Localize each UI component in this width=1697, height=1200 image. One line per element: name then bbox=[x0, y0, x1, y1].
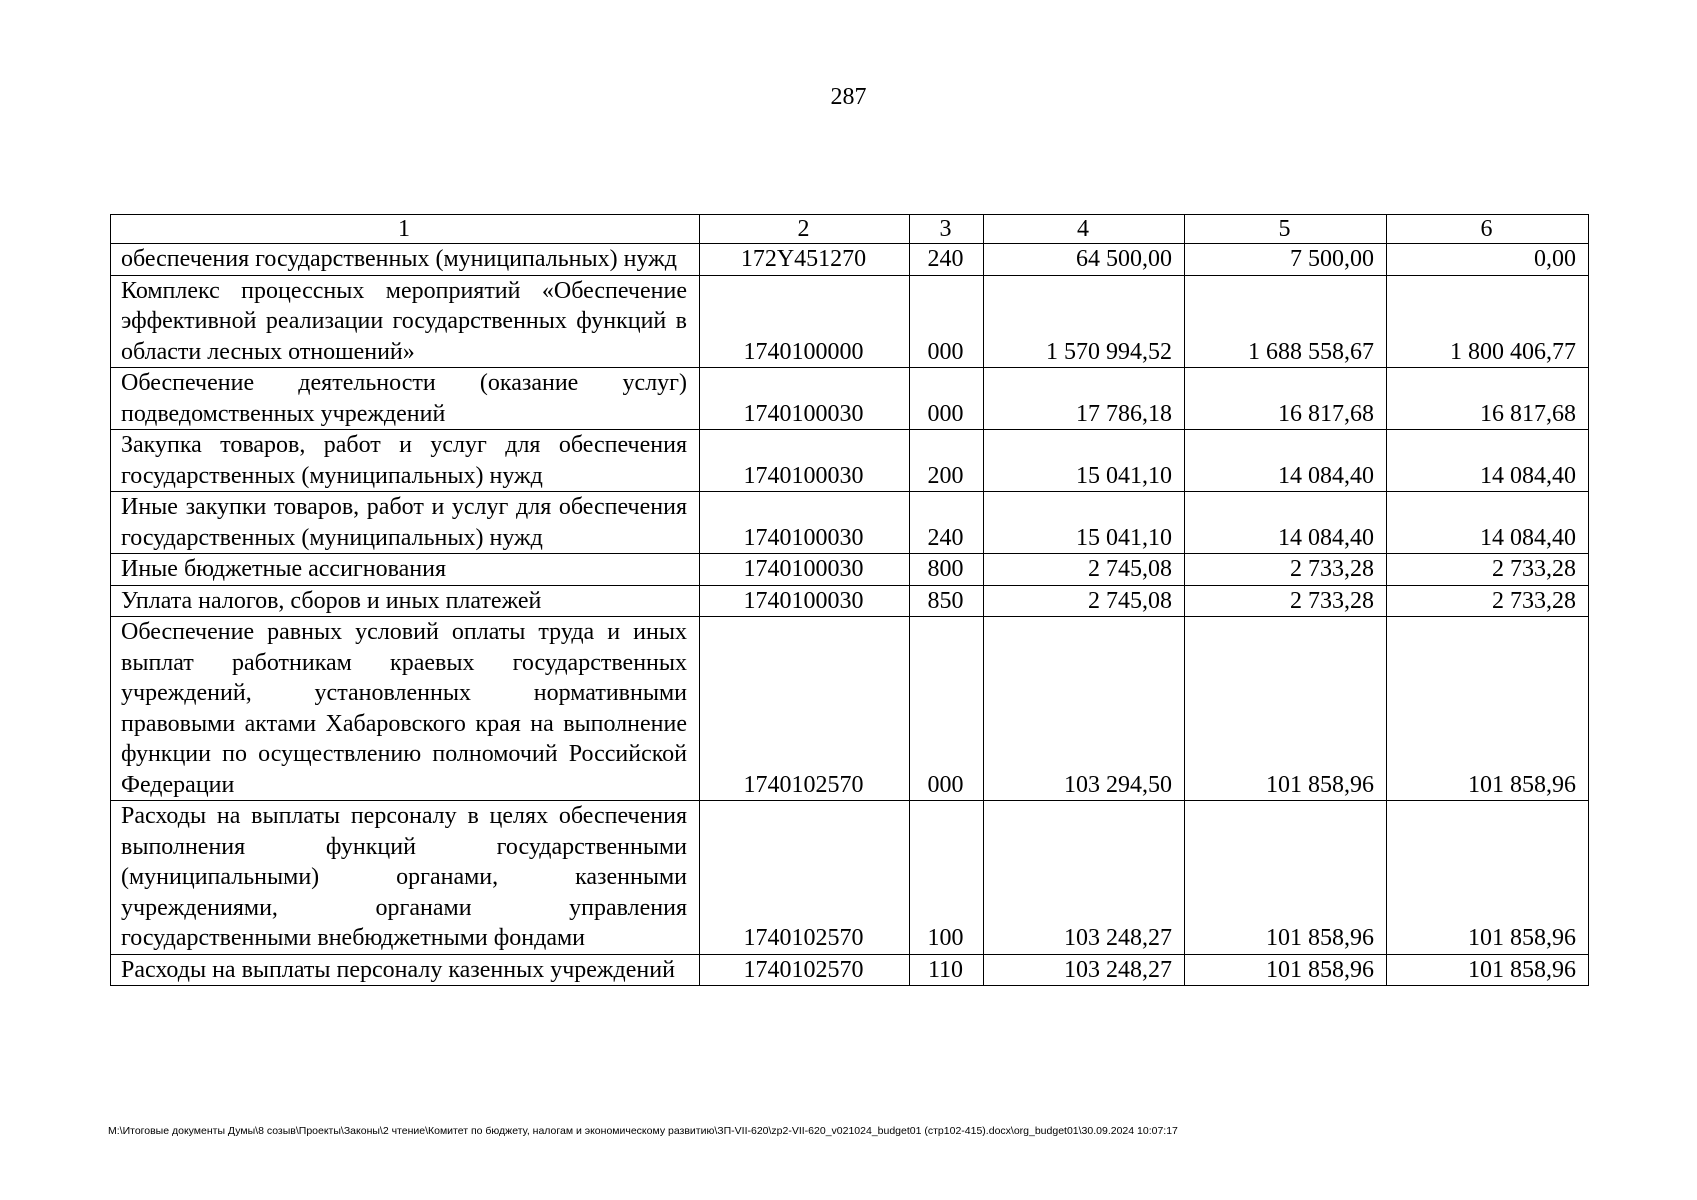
table-row bbox=[111, 954, 1589, 986]
row-type-cell: 100 bbox=[910, 801, 984, 955]
column-header-5: 5 bbox=[1185, 215, 1387, 244]
row-value-4-cell: 17 786,18 bbox=[984, 368, 1185, 430]
table-row bbox=[111, 492, 1589, 554]
row-code-cell: 172Y451270 bbox=[700, 244, 910, 276]
row-name-cell: Комплекс процессных мероприятий «Обеспечение эффективной реализации государственных функций в области лесных отношений» bbox=[111, 275, 700, 368]
row-value-6-cell: 101 858,96 bbox=[1387, 801, 1589, 955]
row-code-cell: 1740100030 bbox=[700, 430, 910, 492]
table-row bbox=[111, 368, 1589, 430]
row-value-6-cell: 14 084,40 bbox=[1387, 430, 1589, 492]
row-code-cell: 1740102570 bbox=[700, 617, 910, 801]
row-value-5-cell: 7 500,00 bbox=[1185, 244, 1387, 276]
row-value-6-cell: 101 858,96 bbox=[1387, 617, 1589, 801]
row-type-cell: 200 bbox=[910, 430, 984, 492]
row-type-cell: 000 bbox=[910, 368, 984, 430]
row-code-cell: 1740100030 bbox=[700, 585, 910, 617]
table-row bbox=[111, 554, 1589, 586]
row-value-5-cell: 2 733,28 bbox=[1185, 585, 1387, 617]
row-code-cell: 1740100030 bbox=[700, 492, 910, 554]
column-header-4: 4 bbox=[984, 215, 1185, 244]
row-value-4-cell: 15 041,10 bbox=[984, 492, 1185, 554]
row-value-6-cell: 2 733,28 bbox=[1387, 554, 1589, 586]
row-value-4-cell: 15 041,10 bbox=[984, 430, 1185, 492]
table-row bbox=[111, 244, 1589, 276]
table-header-row bbox=[111, 215, 1589, 244]
page-number: 287 bbox=[830, 84, 867, 110]
row-code-cell: 1740100030 bbox=[700, 554, 910, 586]
row-value-5-cell: 1 688 558,67 bbox=[1185, 275, 1387, 368]
document-file-path: M:\Итоговые документы Думы\8 созыв\Проекты\Законы\2 чтение\Комитет по бюджету, налогам и экономическому развитию\ЗП-VII-620\zp2-VII-620_v021024_budget01 (стр102-415).docx\org_budget01\30.09.2024 10:07:17 bbox=[108, 1125, 1178, 1137]
row-value-4-cell: 64 500,00 bbox=[984, 244, 1185, 276]
row-value-5-cell: 16 817,68 bbox=[1185, 368, 1387, 430]
row-value-5-cell: 2 733,28 bbox=[1185, 554, 1387, 586]
row-value-4-cell: 103 248,27 bbox=[984, 954, 1185, 986]
row-code-cell: 1740102570 bbox=[700, 801, 910, 955]
table-row bbox=[111, 430, 1589, 492]
row-value-5-cell: 101 858,96 bbox=[1185, 801, 1387, 955]
row-value-6-cell: 1 800 406,77 bbox=[1387, 275, 1589, 368]
row-name-cell: Уплата налогов, сборов и иных платежей bbox=[111, 585, 700, 617]
row-code-cell: 1740100000 bbox=[700, 275, 910, 368]
row-value-4-cell: 103 294,50 bbox=[984, 617, 1185, 801]
row-type-cell: 240 bbox=[910, 244, 984, 276]
row-name-cell: Иные бюджетные ассигнования bbox=[111, 554, 700, 586]
row-code-cell: 1740102570 bbox=[700, 954, 910, 986]
row-type-cell: 110 bbox=[910, 954, 984, 986]
column-header-1: 1 bbox=[111, 215, 700, 244]
row-type-cell: 000 bbox=[910, 275, 984, 368]
row-name-cell: Иные закупки товаров, работ и услуг для обеспечения государственных (муниципальных) нужд bbox=[111, 492, 700, 554]
row-value-6-cell: 14 084,40 bbox=[1387, 492, 1589, 554]
row-name-cell: Обеспечение деятельности (оказание услуг) подведомственных учреждений bbox=[111, 368, 700, 430]
row-value-4-cell: 103 248,27 bbox=[984, 801, 1185, 955]
row-value-6-cell: 16 817,68 bbox=[1387, 368, 1589, 430]
row-value-5-cell: 101 858,96 bbox=[1185, 954, 1387, 986]
row-type-cell: 000 bbox=[910, 617, 984, 801]
row-value-5-cell: 14 084,40 bbox=[1185, 430, 1387, 492]
column-header-2: 2 bbox=[700, 215, 910, 244]
table-row bbox=[111, 617, 1589, 801]
budget-table bbox=[110, 214, 1589, 986]
column-header-6: 6 bbox=[1387, 215, 1589, 244]
row-type-cell: 800 bbox=[910, 554, 984, 586]
row-value-5-cell: 101 858,96 bbox=[1185, 617, 1387, 801]
table-row bbox=[111, 275, 1589, 368]
row-value-4-cell: 2 745,08 bbox=[984, 554, 1185, 586]
row-name-cell: Расходы на выплаты персоналу в целях обеспечения выполнения функций государственными (муниципальными) органами, казенными учреждениями, органами управления государственными внебюджетными фондами bbox=[111, 801, 700, 955]
row-name-cell: Обеспечение равных условий оплаты труда и иных выплат работникам краевых государственных учреждений, установленных нормативными правовыми актами Хабаровского края на выполнение функции по осуществлению полномочий Российской Федерации bbox=[111, 617, 700, 801]
row-value-4-cell: 2 745,08 bbox=[984, 585, 1185, 617]
row-name-cell: обеспечения государственных (муниципальных) нужд bbox=[111, 244, 700, 276]
table-row bbox=[111, 801, 1589, 955]
row-value-6-cell: 101 858,96 bbox=[1387, 954, 1589, 986]
row-value-6-cell: 0,00 bbox=[1387, 244, 1589, 276]
row-name-cell: Закупка товаров, работ и услуг для обеспечения государственных (муниципальных) нужд bbox=[111, 430, 700, 492]
table-row bbox=[111, 585, 1589, 617]
row-type-cell: 850 bbox=[910, 585, 984, 617]
row-code-cell: 1740100030 bbox=[700, 368, 910, 430]
row-type-cell: 240 bbox=[910, 492, 984, 554]
row-name-cell: Расходы на выплаты персоналу казенных учреждений bbox=[111, 954, 700, 986]
row-value-5-cell: 14 084,40 bbox=[1185, 492, 1387, 554]
row-value-4-cell: 1 570 994,52 bbox=[984, 275, 1185, 368]
column-header-3: 3 bbox=[910, 215, 984, 244]
row-value-6-cell: 2 733,28 bbox=[1387, 585, 1589, 617]
